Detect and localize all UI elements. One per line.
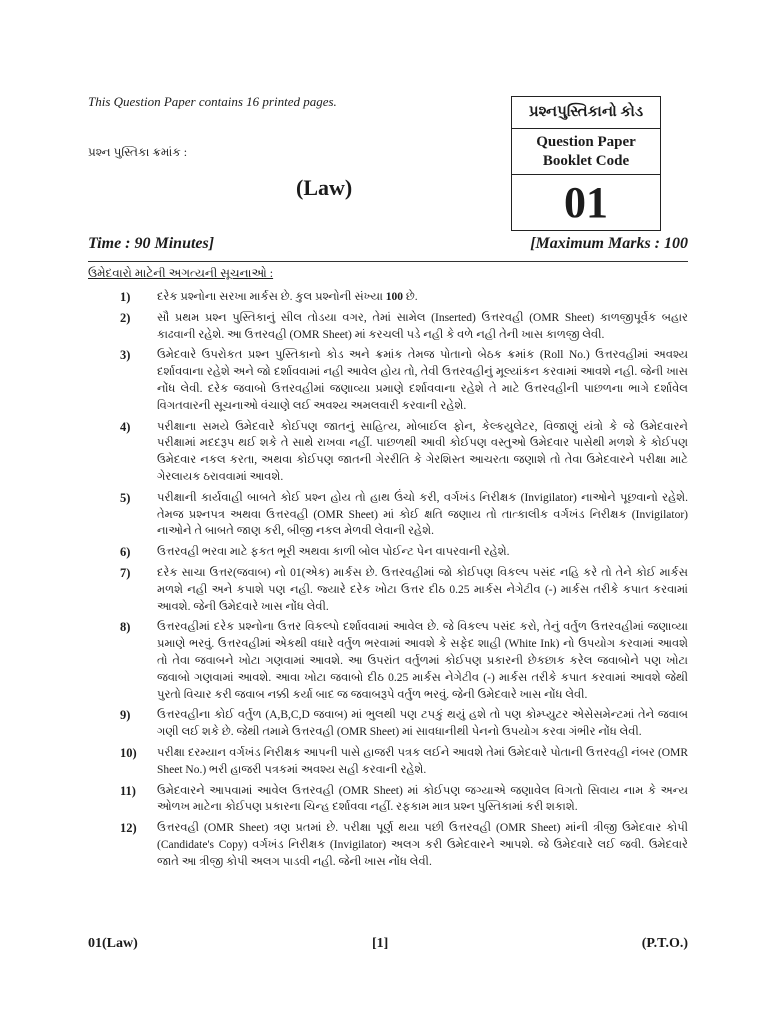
instructions-list bbox=[88, 289, 688, 919]
instruction-item bbox=[88, 707, 688, 741]
instruction-text: ઉમેદવારે ઉપરોકત પ્રશ્ન પુસ્તિકાનો કોડ અને ક્રમાંક તેમજ પોતાનો બેઠક ક્રમાંક (Roll No.) ઉત્તરવહીમાં અવશ્ય દર્શાવવાના રહેશે અને જો દર્શાવવામાં નહી આવેલ હોય તો, તેવી ઉત્તરવહીનું મૂલ્યાંકન કરવામાં આવશે નહી. જેની ખાસ નોંધ લેવી. દરેક જવાબો ઉત્તરવહીમાં જણાવ્યા પ્રમાણે દર્શાવવાના રહેશે તે માટે ઉત્તરવહીની પાછળના ભાગે દર્શાવેલ વિગતવારની સૂચનાઓ વંચાણે લઈ અવશ્ય અમલવારી કરવાની રહેશે. bbox=[157, 349, 688, 412]
maximum-marks: [Maximum Marks : 100 bbox=[530, 235, 688, 252]
instruction-number: 10) bbox=[120, 745, 137, 760]
instructions-heading: ઉમેદવારો માટેની અગત્યની સૂચનાઓ : bbox=[88, 266, 274, 280]
instruction-text: પરીક્ષાના સમયે ઉમેદવારે કોઈપણ જાતનું સાહિત્ય, મોબાઈલ ફોન, કેલ્કયુલેટર, વિજાણું યંત્રો કે જે ઉમેદવારને પરીક્ષામાં મદદરૂપ થઈ શકે તે સાથે રાખવા નહીં. પાછળથી આવી કોઈપણ વસ્તુઓ ઉમેદવાર પાસેથી મળશે કે કોઈપણ ઉમેદવાર નકલ કરતા, અથવા કોઈપણ જાતની ગેરરીતિ કે ગેરશિસ્ત આચરતા જણાશે તો તેવા ઉમેદવારને પરીક્ષા માટે ગેરલાયક ઠરાવવામાં આવશે. bbox=[157, 420, 688, 483]
booklet-code-value: 01 bbox=[564, 178, 608, 227]
instruction-text: સૌ પ્રથમ પ્રશ્ન પુસ્તિકાનું સીલ તોડયા વગર, તેમાં સામેલ (Inserted) ઉત્તરવહી (OMR Sheet) કાળજીપૂર્વક બહાર કાઢવાની રહેશે. આ ઉત્તરવહી (OMR Sheet) માં કરચલી પડે નહી કે વળે નહી તેની ખાસ કાળજી લેવી. bbox=[157, 311, 688, 341]
instruction-number: 1) bbox=[120, 290, 131, 304]
booklet-code-title-line2: Booklet Code bbox=[542, 153, 630, 169]
instruction-number: 2) bbox=[120, 310, 131, 325]
total-questions-count: 100 bbox=[385, 291, 404, 303]
instruction-number: 11) bbox=[120, 783, 136, 798]
instruction-number: 7) bbox=[120, 565, 131, 580]
instruction-text-part: દરેક પ્રશ્નોના સરખા માર્કસ છે. કુલ પ્રશ્નોની સંખ્યા bbox=[157, 291, 386, 303]
booklet-code-title-line1: Question Paper bbox=[536, 134, 636, 150]
instruction-item bbox=[88, 745, 688, 779]
printed-pages-note: This Question Paper contains 16 printed pages. bbox=[88, 94, 337, 109]
instruction-number: 3) bbox=[120, 348, 131, 363]
header-divider bbox=[88, 261, 688, 262]
instruction-item bbox=[88, 544, 688, 561]
instruction-item bbox=[88, 289, 688, 306]
instruction-text: ઉત્તરવહીમાં દરેક પ્રશ્નોના ઉત્તર વિકલ્પો દર્શાવવામાં આવેલ છે. જે વિકલ્પ પસંદ કરો, તેનું વર્તુળ ઉત્તરવહીમાં જણાવ્યા પ્રમાણે ભરવું. ઉત્તરવહીમાં એકથી વધારે વર્તુળ ભરવામાં આવશે કે સફેદ શાહી (White Ink) નો ઉપયોગ કરવામાં આવશે તો તેવા જવાબને ખોટા ગણવામાં આવશે. આ ઉપરાંત વર્તુળમાં કોઈપણ પ્રકારની છેકછાક કરેલ જવાબોને પણ ખોટા જવાબો ગણવામાં આવશે. આવા ખોટા જવાબો દીઠ 0.25 માર્કસ નેગેટીવ (-) માર્કસ તરીકે કપાત કરવામાં આવશે જેથી પુરતો વિચાર કરી જવાબ નક્કી કર્યા બાદ જ જવાબરૂપે વર્તુળ ભરવું. જેની ઉમેદવારે ખાસ નોંધ લેવી. bbox=[157, 621, 688, 701]
instruction-text: ઉત્તરવહી ભરવા માટે ફકત ભૂરી અથવા કાળી બોલ પોઈન્ટ પેન વાપરવાની રહેશે. bbox=[157, 546, 510, 559]
instruction-item bbox=[88, 820, 688, 870]
instruction-text: પરીક્ષા દરમ્યાન વર્ગખંડ નિરીક્ષક આપની પાસે હાજરી પત્રક લઈને આવશે તેમાં ઉમેદવારે પોતાની ઉત્તરવહી નંબર (OMR Sheet No.) ભરી હાજરી પત્રકમાં અવશ્ય સહી કરવાની રહેશે. bbox=[157, 746, 688, 776]
instruction-item bbox=[88, 419, 688, 486]
instruction-number: 12) bbox=[120, 821, 137, 836]
instruction-item bbox=[88, 310, 688, 344]
footer-page-number: [1] bbox=[372, 936, 389, 951]
instruction-text: દરેક સાચા ઉત્તર(જવાબ) નો 01(એક) માર્કસ છે. ઉત્તરવહીમાં જો કોઈપણ વિકલ્પ પસંદ નહિ કરે તો તેને કોઈ માર્કસ મળશે નહી અને કપાશે પણ નહી. જ્યારે દરેક ખોટા ઉત્તર દીઠ 0.25 માર્કસ નેગેટીવ (-) માર્કસ તરીકે કપાત કરવામાં આવશે. જેની ઉમેદવારે ખાસ નોંધ લેવી. bbox=[157, 566, 688, 613]
time-limit: Time : 90 Minutes] bbox=[88, 235, 215, 252]
instruction-text: ઉમેદવારને આપવામાં આવેલ ઉત્તરવહી (OMR Sheet) માં કોઈપણ જગ્યાએ જણાવેલ વિગતો સિવાય નામ કે અન્ય ઓળખ માટેના કોઈપણ પ્રકારના ચિન્હ દર્શાવવા નહીં. રફકામ માત્ર પ્રશ્ન પુસ્તિકામાં કરી શકાશે. bbox=[157, 784, 688, 814]
booklet-code-title-english bbox=[512, 129, 660, 175]
instruction-item bbox=[88, 565, 688, 615]
instruction-number: 9) bbox=[120, 708, 131, 723]
footer-booklet-id: 01(Law) bbox=[88, 936, 138, 951]
instruction-item bbox=[88, 619, 688, 703]
booklet-serial-label: પ્રશ્ન પુસ્તિકા ક્રમાંક : bbox=[88, 145, 188, 159]
instruction-text: પરીક્ષાની કાર્યવાહી બાબતે કોઈ પ્રશ્ન હોય તો હાથ ઉંચો કરી, વર્ગખંડ નિરીક્ષક (Invigilator) નાઓને પૂછવાનો રહેશે. તેમજ પ્રશ્નપત્ર અથવા ઉત્તરવહી (OMR Sheet) માં કોઈ ક્ષતિ જણાય તો તાત્કાલીક વર્ગખંડ નિરીક્ષક (Invigilator) નાઓને તે બાબતે જાણ કરી, બીજી નકલ મેળવી લેવાની રહેશે. bbox=[157, 491, 688, 538]
instruction-text: ઉત્તરવહીના કોઈ વર્તુળ (A,B,C,D જવાબ) માં ભુલથી પણ ટપકું થયું હશે તો પણ કોમ્પ્યુટર એસેસમેન્ટમાં તેને જવાબ ગણી લઈ શકે છે. જેથી તમામે ઉત્તરવહી (OMR Sheet) માં સાવધાનીથી પેનનો ઉપયોગ કરવા ગંભીર નોંધ લેવી. bbox=[157, 709, 688, 739]
booklet-code-title-gujarati: પ્રશ્નપુસ્તિકાનો કોડ bbox=[512, 97, 660, 129]
instruction-number: 4) bbox=[120, 419, 131, 434]
instruction-text-part: છે. bbox=[403, 291, 418, 303]
instruction-item bbox=[88, 490, 688, 540]
instruction-number: 6) bbox=[120, 545, 131, 560]
instruction-item bbox=[88, 783, 688, 817]
instruction-item bbox=[88, 347, 688, 414]
subject-title: (Law) bbox=[296, 175, 353, 200]
instruction-number: 8) bbox=[120, 620, 131, 635]
instruction-text: ઉત્તરવહી (OMR Sheet) ત્રણ પ્રતમાં છે. પરીક્ષા પૂર્ણ થયા પછી ઉત્તરવહી (OMR Sheet) માંની ત્રીજી ઉમેદવાર કોપી (Candidate's Copy) વર્ગખંડ નિરીક્ષક (Invigilator) અલગ કરી ઉમેદવારને આપશે. જે ઉમેદવારે લઈ જવી. ઉમેદવારે જાતે આ ત્રીજી કોપી અલગ પાડવી નહી. જેની ખાસ નોંધ લેવી. bbox=[157, 822, 688, 868]
booklet-code-box bbox=[511, 96, 661, 231]
instruction-number: 5) bbox=[120, 490, 131, 505]
instruction-text bbox=[157, 289, 688, 306]
footer-pto: (P.T.O.) bbox=[641, 936, 688, 951]
